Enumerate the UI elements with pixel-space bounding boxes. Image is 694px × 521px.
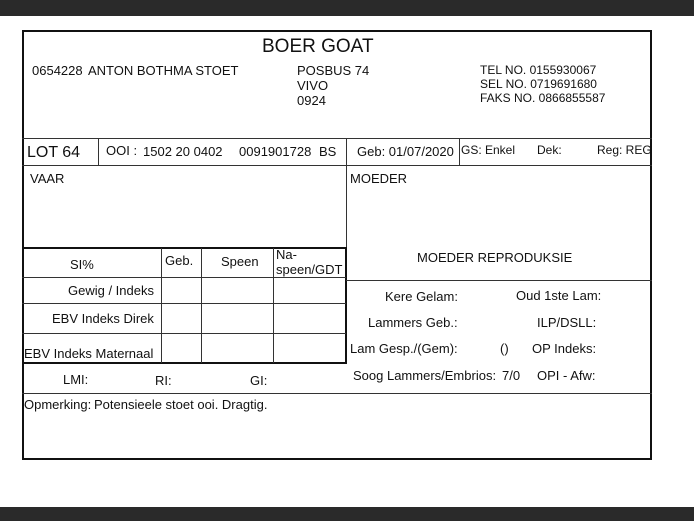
speen-header: Speen [221, 254, 259, 269]
lmi-label: LMI: [63, 372, 89, 387]
si-table-line [22, 303, 346, 304]
top-frame-bar [0, 0, 694, 16]
dek-label: Dek: [537, 143, 562, 157]
si-table-line [201, 248, 202, 363]
divider-line [346, 280, 652, 281]
divider-line [22, 165, 652, 166]
divider-line [98, 138, 99, 165]
divider-line [22, 138, 652, 139]
reproduksie-title: MOEDER REPRODUKSIE [417, 250, 573, 265]
lam-gesp-value: () [500, 341, 509, 356]
card-title: BOER GOAT [262, 36, 374, 57]
id-number: 0091901728 [239, 144, 312, 159]
ilp-dsll-label: ILP/DSLL: [537, 315, 597, 330]
soog-lammers-label: Soog Lammers/Embrios: [353, 368, 497, 383]
birth-date: Geb: 01/07/2020 [357, 144, 454, 159]
si-table-border [22, 362, 347, 364]
lammers-geb-label: Lammers Geb.: [368, 315, 458, 330]
row-ebv-direk: EBV Indeks Direk [52, 311, 154, 326]
ri-label: RI: [155, 373, 172, 388]
si-table-border [22, 247, 347, 249]
lam-gesp-label: Lam Gesp./(Gem): [350, 341, 458, 356]
id-suffix: BS [319, 144, 337, 159]
si-table-line [273, 248, 274, 363]
si-header: SI% [70, 257, 94, 272]
sel-number: SEL NO. 0719691680 [480, 77, 597, 91]
owner-name: ANTON BOTHMA STOET [88, 63, 239, 78]
gi-label: GI: [250, 373, 268, 388]
vaar-label: VAAR [30, 171, 65, 186]
row-gewig-indeks: Gewig / Indeks [68, 283, 154, 298]
naspeen-header-2: speen/GDT [276, 262, 343, 277]
si-table-border [345, 247, 347, 364]
oud-1ste-lam-label: Oud 1ste Lam: [516, 288, 602, 303]
ooi-number: 1502 20 0402 [143, 144, 223, 159]
bottom-frame-bar [0, 507, 694, 521]
address-line-2: VIVO [297, 78, 329, 93]
si-table-line [161, 248, 162, 363]
address-line-3: 0924 [297, 93, 326, 108]
remarks-label: Opmerking: [24, 397, 92, 412]
lot-number: LOT 64 [27, 144, 81, 161]
si-table-line [22, 333, 346, 334]
kere-gelam-label: Kere Gelam: [385, 289, 458, 304]
reg-value: Reg: REG [597, 143, 652, 157]
divider-line [346, 138, 347, 248]
op-indeks-label: OP Indeks: [532, 341, 597, 356]
faks-number: FAKS NO. 0866855587 [480, 91, 606, 105]
gs-value: GS: Enkel [461, 143, 516, 157]
owner-code: 0654228 [32, 63, 83, 78]
ooi-label: OOI : [106, 143, 138, 158]
si-table-line [22, 277, 346, 278]
row-ebv-maternaal: EBV Indeks Maternaal [24, 346, 154, 361]
naspeen-header-1: Na- [276, 247, 297, 262]
tel-number: TEL NO. 0155930067 [480, 63, 597, 77]
remarks-text: Potensieele stoet ooi. Dragtig. [94, 397, 268, 412]
address-line-1: POSBUS 74 [297, 63, 370, 78]
opi-afw-label: OPI - Afw: [537, 368, 596, 383]
divider-line [22, 393, 652, 394]
moeder-label: MOEDER [350, 171, 408, 186]
geb-header: Geb. [165, 253, 194, 268]
soog-lammers-value: 7/0 [502, 368, 521, 383]
divider-line [459, 138, 460, 165]
